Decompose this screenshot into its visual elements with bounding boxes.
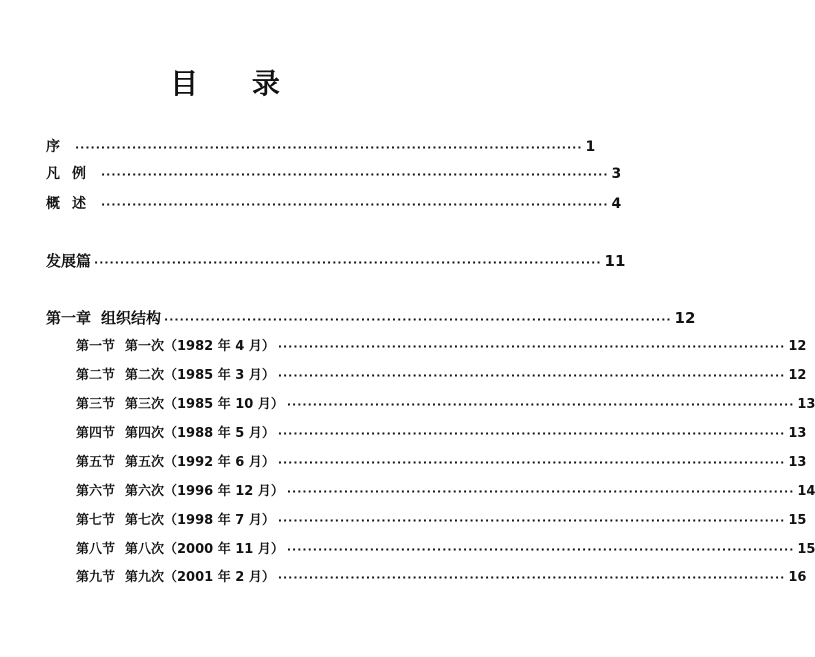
dot-leader: ·································································································· <box>164 313 672 326</box>
toc-entry-label: 发展篇 <box>46 252 92 270</box>
page-title: 目 录 <box>170 67 302 100</box>
dot-leader: ·································································································· <box>277 456 786 469</box>
toc-entry-section[interactable] <box>76 511 807 531</box>
toc-entry-page: 15 <box>797 542 815 557</box>
toc-entry-page: 13 <box>788 426 807 441</box>
section-title: 第四次（1988 年 5 月） <box>125 426 275 441</box>
toc-entry-page: 11 <box>604 252 626 270</box>
toc-entry-page: 12 <box>674 309 696 327</box>
section-title: 第八次（2000 年 11 月） <box>125 542 284 557</box>
toc-entry-page: 15 <box>788 513 807 528</box>
section-title: 第一次（1982 年 4 月） <box>125 339 275 354</box>
toc-entry-label <box>76 424 275 444</box>
toc-entry-label: 凡例 <box>46 166 98 182</box>
chapter-title: 组织结构 <box>101 309 162 327</box>
toc-entry-chapter[interactable] <box>46 308 696 330</box>
section-number: 第六节 <box>76 484 116 499</box>
dot-leader: ·································································································· <box>277 571 786 584</box>
toc-entry-section[interactable] <box>76 337 807 357</box>
section-title: 第五次（1992 年 6 月） <box>125 455 275 470</box>
dot-leader: ·································································································· <box>286 485 795 498</box>
toc-entry-section[interactable] <box>76 453 807 473</box>
toc-entry-page: 13 <box>797 397 815 412</box>
toc-entry-page: 4 <box>611 196 622 212</box>
dot-leader: ·································································································· <box>94 256 602 269</box>
toc-entry-label <box>76 540 284 560</box>
section-title: 第二次（1985 年 3 月） <box>125 368 275 383</box>
section-title: 第六次（1996 年 12 月） <box>125 484 284 499</box>
section-number: 第五节 <box>76 455 116 470</box>
dot-leader: ·································································································· <box>75 141 583 154</box>
section-number: 第九节 <box>76 570 116 585</box>
toc-entry-label <box>76 337 275 357</box>
section-number: 第八节 <box>76 542 116 557</box>
section-title: 第九次（2001 年 2 月） <box>125 570 275 585</box>
toc-entry-preface[interactable] <box>46 137 596 158</box>
section-title: 第七次（1998 年 7 月） <box>125 513 275 528</box>
toc-entry-label <box>76 395 284 415</box>
dot-leader: ·································································································· <box>286 543 795 556</box>
toc-entry-section[interactable] <box>76 540 815 560</box>
dot-leader: ·································································································· <box>277 427 786 440</box>
toc-entry-page: 13 <box>788 455 807 470</box>
dot-leader: ·································································································· <box>101 198 609 211</box>
toc-entry-section[interactable] <box>76 482 815 502</box>
toc-entry-section[interactable] <box>76 395 815 415</box>
chapter-number: 第一章 <box>46 309 92 327</box>
dot-leader: ·································································································· <box>277 369 786 382</box>
toc-entry-page: 16 <box>788 570 807 585</box>
toc-entry-page: 3 <box>611 166 622 182</box>
dot-leader: ·································································································· <box>286 398 795 411</box>
section-number: 第四节 <box>76 426 116 441</box>
dot-leader: ·································································································· <box>101 168 609 181</box>
toc-entry-part[interactable] <box>46 251 626 273</box>
toc-entry-label: 概述 <box>46 196 98 212</box>
toc-entry-label <box>46 308 161 328</box>
toc-entry-page: 12 <box>788 368 807 383</box>
toc-entry-section[interactable] <box>76 366 807 386</box>
section-title: 第三次（1985 年 10 月） <box>125 397 284 412</box>
section-number: 第三节 <box>76 397 116 412</box>
toc-entry-section[interactable] <box>76 568 807 588</box>
toc-entry-page: 12 <box>788 339 807 354</box>
toc-entry-label <box>76 366 275 386</box>
section-number: 第七节 <box>76 513 116 528</box>
toc-entry-label <box>76 482 284 502</box>
toc-entry-section[interactable] <box>76 424 807 444</box>
toc-entry-page: 14 <box>797 484 815 499</box>
toc-entry-notes[interactable] <box>46 164 622 185</box>
section-number: 第一节 <box>76 339 116 354</box>
dot-leader: ·································································································· <box>277 514 786 527</box>
toc-entry-overview[interactable] <box>46 194 622 215</box>
toc-entry-page: 1 <box>585 139 596 155</box>
toc-entry-label <box>76 511 275 531</box>
dot-leader: ·································································································· <box>277 340 786 353</box>
toc-entry-label: 序 <box>46 139 72 155</box>
toc-entry-label <box>76 453 275 473</box>
toc-entry-label <box>76 568 275 588</box>
section-number: 第二节 <box>76 368 116 383</box>
